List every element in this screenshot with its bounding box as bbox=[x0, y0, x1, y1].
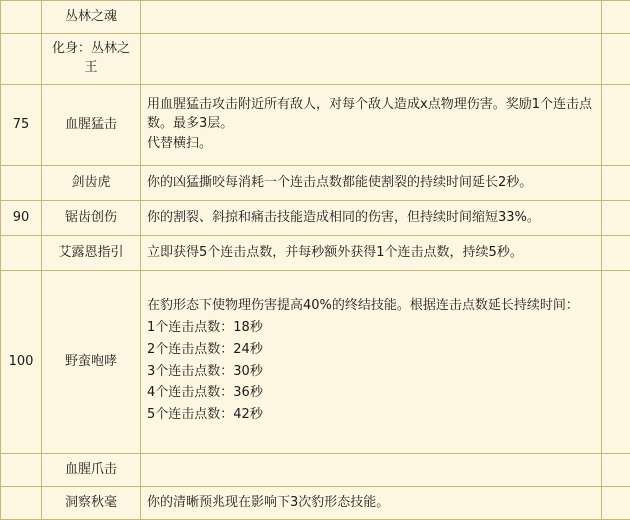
desc-line: 代替横扫。 bbox=[147, 135, 595, 154]
extra-cell bbox=[602, 454, 630, 487]
extra-cell bbox=[602, 271, 630, 454]
level-cell bbox=[1, 34, 42, 85]
table-row bbox=[1, 1, 630, 34]
table-row bbox=[1, 487, 630, 520]
level-cell bbox=[1, 1, 42, 34]
desc-line: 你的割裂、斜掠和痛击技能造成相同的伤害，但持续时间缩短33%。 bbox=[147, 209, 595, 228]
skill-name-cell: 化身：丛林之王 bbox=[42, 34, 141, 85]
skill-desc-cell bbox=[141, 85, 602, 166]
skill-desc-cell bbox=[141, 34, 602, 85]
skill-desc-cell bbox=[141, 236, 602, 271]
table-row bbox=[1, 166, 630, 201]
table-row bbox=[1, 85, 630, 166]
extra-cell bbox=[602, 236, 630, 271]
table-row bbox=[1, 271, 630, 454]
desc-line: 用血腥猛击攻击附近所有敌人，对每个敌人造成x点物理伤害。奖励1个连击点数。最多3层。 bbox=[147, 96, 595, 134]
desc-line: 你的凶猛撕咬每消耗一个连击点数都能使割裂的持续时间延长2秒。 bbox=[147, 174, 595, 193]
level-cell bbox=[1, 236, 42, 271]
extra-cell bbox=[602, 34, 630, 85]
extra-cell bbox=[602, 85, 630, 166]
skill-name-cell: 剑齿虎 bbox=[42, 166, 141, 201]
skill-desc-cell bbox=[141, 166, 602, 201]
level-cell: 90 bbox=[1, 201, 42, 236]
skill-name-cell: 野蛮咆哮 bbox=[42, 271, 141, 454]
skill-desc-cell bbox=[141, 201, 602, 236]
skill-desc-cell bbox=[141, 1, 602, 34]
level-cell bbox=[1, 166, 42, 201]
desc-line: 3个连击点数：30秒 bbox=[147, 363, 595, 382]
extra-cell bbox=[602, 166, 630, 201]
skill-name-cell: 艾露恩指引 bbox=[42, 236, 141, 271]
level-cell bbox=[1, 487, 42, 520]
extra-cell bbox=[602, 1, 630, 34]
desc-line: 在豹形态下使物理伤害提高40%的终结技能。根据连击点数延长持续时间： bbox=[147, 297, 595, 316]
desc-line: 你的清晰预兆现在影响下3次豹形态技能。 bbox=[147, 494, 595, 513]
skill-desc-cell bbox=[141, 271, 602, 454]
table-row bbox=[1, 201, 630, 236]
desc-line: 立即获得5个连击点数，并每秒额外获得1个连击点数，持续5秒。 bbox=[147, 244, 595, 263]
skill-name-cell: 血腥猛击 bbox=[42, 85, 141, 166]
skill-name-cell: 丛林之魂 bbox=[42, 1, 141, 34]
level-cell: 75 bbox=[1, 85, 42, 166]
extra-cell bbox=[602, 201, 630, 236]
desc-line: 5个连击点数：42秒 bbox=[147, 406, 595, 425]
skill-table-body bbox=[1, 1, 630, 520]
desc-line: 4个连击点数：36秒 bbox=[147, 384, 595, 403]
skill-name-cell: 血腥爪击 bbox=[42, 454, 141, 487]
skill-name-cell: 锯齿创伤 bbox=[42, 201, 141, 236]
level-cell bbox=[1, 454, 42, 487]
table-row bbox=[1, 236, 630, 271]
table-row bbox=[1, 34, 630, 85]
desc-line: 1个连击点数：18秒 bbox=[147, 319, 595, 338]
skill-desc-cell bbox=[141, 454, 602, 487]
skill-name-cell: 洞察秋毫 bbox=[42, 487, 141, 520]
desc-line: 2个连击点数：24秒 bbox=[147, 341, 595, 360]
level-cell: 100 bbox=[1, 271, 42, 454]
skill-desc-cell bbox=[141, 487, 602, 520]
extra-cell bbox=[602, 487, 630, 520]
table-row bbox=[1, 454, 630, 487]
